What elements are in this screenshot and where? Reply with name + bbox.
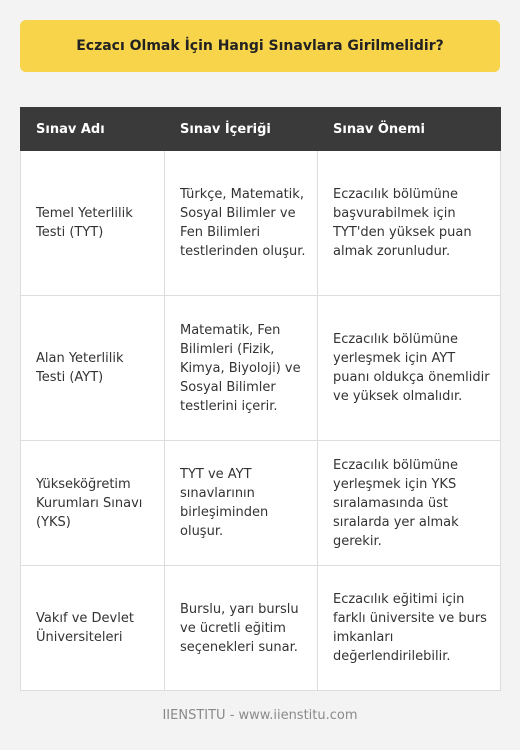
title-banner (20, 20, 500, 72)
table-row (21, 441, 501, 566)
column-header-exam-importance: Sınav Önemi (318, 108, 501, 151)
column-header-exam-name: Sınav Adı (21, 108, 165, 151)
exam-table (20, 107, 501, 691)
page-title: Eczacı Olmak İçin Hangi Sınavlara Girilmelidir? (76, 38, 444, 54)
exam-name-cell: Temel Yeterlilik Testi (TYT) (21, 151, 165, 296)
exam-importance-cell: Eczacılık bölümüne başvurabilmek için TYT'den yüksek puan almak zorunludur. (318, 151, 501, 296)
exam-content-cell: Matematik, Fen Bilimleri (Fizik, Kimya, Biyoloji) ve Sosyal Bilimler testlerini içerir. (165, 296, 318, 441)
exam-importance-cell: Eczacılık eğitimi için farklı üniversite ve burs imkanları değerlendirilebilir. (318, 566, 501, 691)
table-header-row (21, 108, 501, 151)
exam-name-cell: Vakıf ve Devlet Üniversiteleri (21, 566, 165, 691)
exam-name-cell: Yükseköğretim Kurumları Sınavı (YKS) (21, 441, 165, 566)
column-header-exam-content: Sınav İçeriği (165, 108, 318, 151)
exam-name-cell: Alan Yeterlilik Testi (AYT) (21, 296, 165, 441)
exam-importance-cell: Eczacılık bölümüne yerleşmek için AYT puanı oldukça önemlidir ve yüksek olmalıdır. (318, 296, 501, 441)
exam-importance-cell: Eczacılık bölümüne yerleşmek için YKS sıralamasında üst sıralarda yer almak gerekir. (318, 441, 501, 566)
table-row (21, 296, 501, 441)
table-row (21, 151, 501, 296)
exam-content-cell: TYT ve AYT sınavlarının birleşiminden oluşur. (165, 441, 318, 566)
exam-content-cell: Burslu, yarı burslu ve ücretli eğitim seçenekleri sunar. (165, 566, 318, 691)
table-row (21, 566, 501, 691)
exam-content-cell: Türkçe, Matematik, Sosyal Bilimler ve Fen Bilimleri testlerinden oluşur. (165, 151, 318, 296)
footer-source: IIENSTITU - www.iienstitu.com (162, 708, 358, 723)
